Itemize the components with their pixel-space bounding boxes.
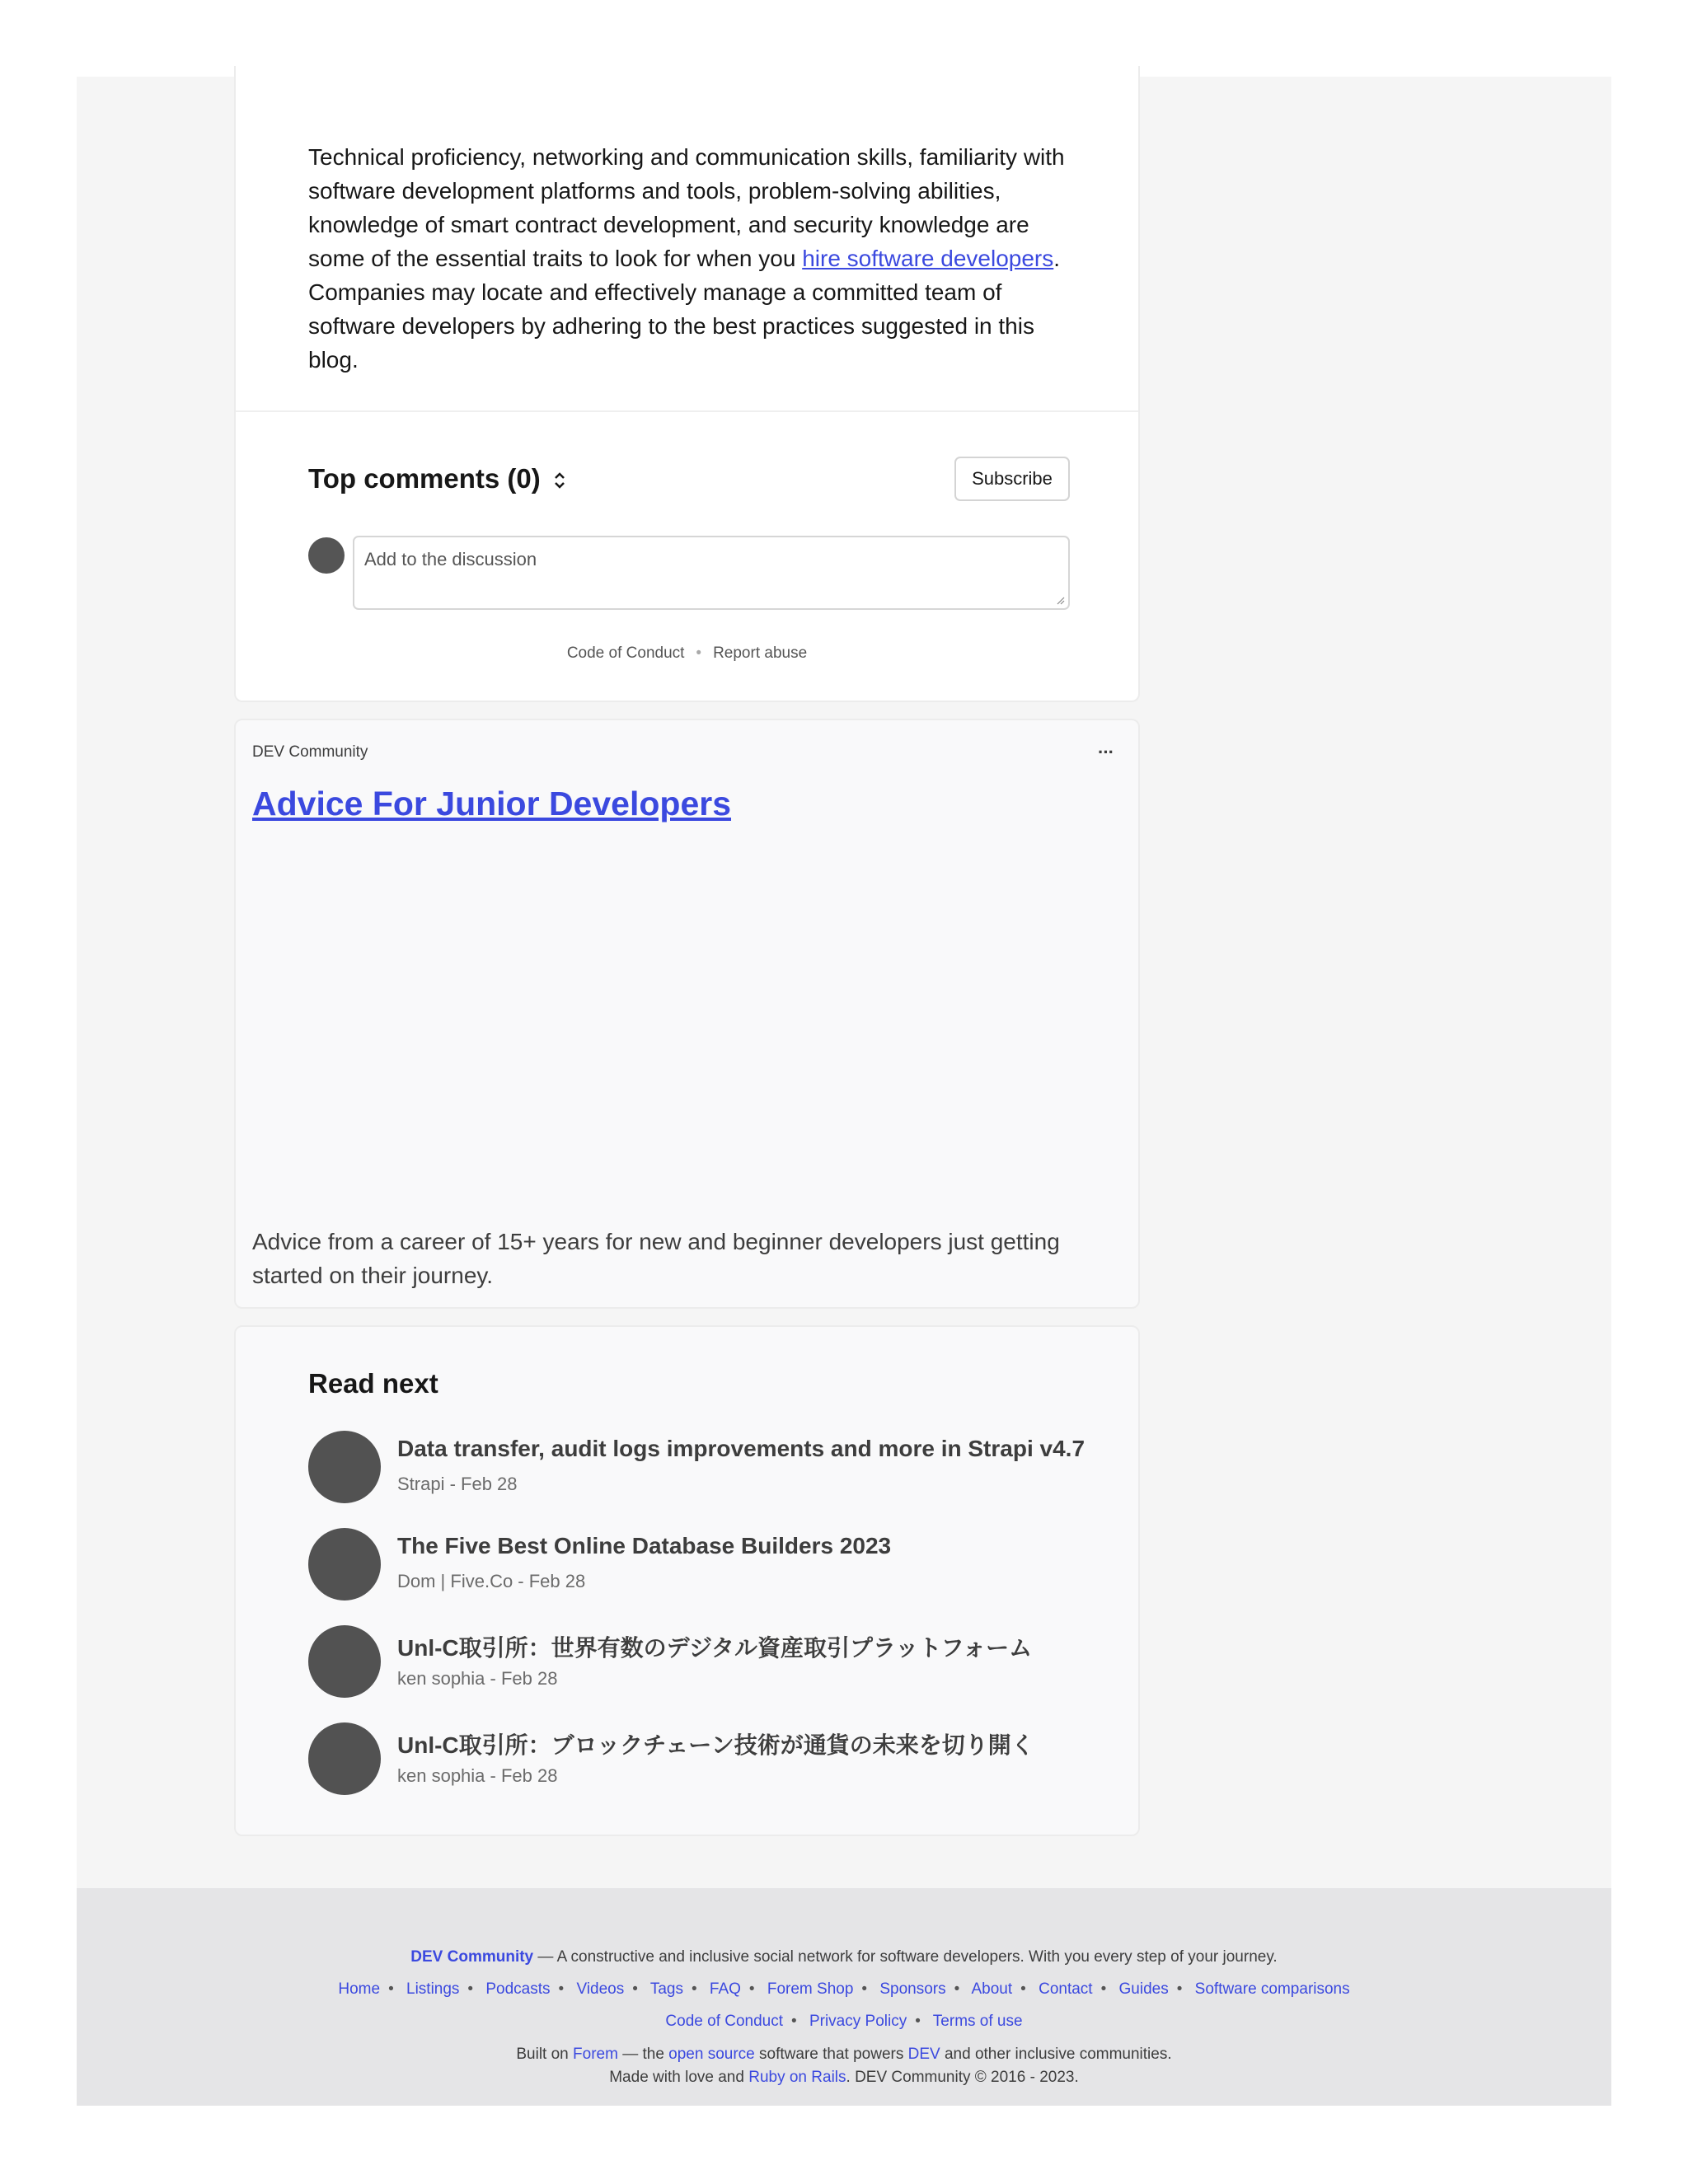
- footer-made-with: [77, 2069, 1611, 2087]
- read-next-headline[interactable]: The Five Best Online Database Builders 2023: [397, 1533, 892, 1558]
- copyright-text: . DEV Community © 2016 - 2023.: [846, 2069, 1079, 2086]
- billboard-description: Advice from a career of 15+ years for new and beginner developers just getting started on their journey.: [252, 1229, 1060, 1288]
- comment-placeholder: Add to the discussion: [364, 549, 537, 569]
- bullet: •: [791, 2013, 797, 2030]
- bullet: •: [1176, 1980, 1183, 1998]
- footer-link-software-comparisons[interactable]: Software comparisons: [1194, 1980, 1350, 1998]
- footer-link-guides[interactable]: Guides: [1118, 1980, 1169, 1998]
- billboard-title-link[interactable]: Advice For Junior Developers: [252, 785, 732, 823]
- author-avatar: [308, 1528, 381, 1601]
- author-avatar: [308, 1431, 381, 1503]
- bullet: •: [632, 1980, 638, 1998]
- site-footer: [77, 1888, 1611, 2106]
- comment-footer-links: [236, 644, 1138, 663]
- article-conclusion: [308, 140, 1067, 377]
- subscribe-button[interactable]: Subscribe: [954, 457, 1070, 501]
- bullet: •: [748, 1980, 755, 1998]
- billboard-card: [234, 719, 1140, 1309]
- user-avatar: [308, 537, 345, 574]
- report-abuse-link[interactable]: Report abuse: [713, 644, 808, 662]
- footer-link-about[interactable]: About: [971, 1980, 1013, 1998]
- bullet: •: [388, 1980, 394, 1998]
- bullet: •: [1100, 1980, 1107, 1998]
- built-text: software that powers: [754, 2046, 908, 2063]
- built-text: and other inclusive communities.: [940, 2046, 1172, 2063]
- footer-link-contact[interactable]: Contact: [1039, 1980, 1093, 1998]
- read-next-meta: Strapi - Feb 28: [397, 1474, 518, 1494]
- footer-nav: [77, 1980, 1611, 1999]
- footer-link-videos[interactable]: Videos: [576, 1980, 625, 1998]
- read-next-item[interactable]: [308, 1722, 1050, 1797]
- footer-brand-link[interactable]: DEV Community: [410, 1948, 534, 1966]
- billboard-source: DEV Community: [252, 743, 368, 761]
- separator: •: [696, 644, 702, 662]
- article-text-tail: . Companies may locate and effectively manage a committed team of software developers by adhering to the best practices suggested in this blog.: [308, 246, 1061, 373]
- read-next-item[interactable]: [308, 1431, 1085, 1505]
- bullet: •: [915, 2013, 921, 2030]
- read-next-meta: ken sophia - Feb 28: [397, 1765, 558, 1786]
- footer-link-sponsors[interactable]: Sponsors: [879, 1980, 946, 1998]
- footer-tagline-text: — A constructive and inclusive social network for software developers. With you every step of your journey.: [533, 1948, 1278, 1966]
- footer-link-listings[interactable]: Listings: [406, 1980, 460, 1998]
- section-divider: [236, 410, 1138, 412]
- comments-heading: Top comments (0): [308, 463, 541, 494]
- read-next-card: [234, 1325, 1140, 1836]
- built-text: Built on: [516, 2046, 574, 2063]
- footer-link-tags[interactable]: Tags: [649, 1980, 683, 1998]
- made-text: Made with love and: [609, 2069, 749, 2086]
- read-next-item[interactable]: [308, 1625, 1050, 1699]
- footer-link-forem-shop[interactable]: Forem Shop: [767, 1980, 854, 1998]
- author-avatar: [308, 1722, 381, 1795]
- footer-link-faq[interactable]: FAQ: [709, 1980, 741, 1998]
- bullet: •: [558, 1980, 565, 1998]
- bullet: •: [467, 1980, 474, 1998]
- bullet: •: [1020, 1980, 1026, 1998]
- ruby-on-rails-link[interactable]: Ruby on Rails: [748, 2069, 846, 2086]
- dev-link[interactable]: DEV: [907, 2046, 940, 2063]
- forem-link[interactable]: Forem: [573, 2046, 618, 2063]
- article-card: [234, 66, 1140, 702]
- resize-grip-icon[interactable]: [1057, 597, 1065, 605]
- article-text: Technical proficiency, networking and communication skills, familiarity with software development platforms and tools, problem-solving abilities, knowledge of smart contract development, and security knowledge are some of the essential traits to look for when you: [308, 144, 1065, 271]
- footer-link-home[interactable]: Home: [338, 1980, 381, 1998]
- footer-built-on: [77, 2046, 1611, 2064]
- more-options-icon[interactable]: ···: [1098, 742, 1114, 762]
- footer-link-podcasts[interactable]: Podcasts: [485, 1980, 551, 1998]
- bullet: •: [861, 1980, 868, 1998]
- footer-link-terms-of-use[interactable]: Terms of use: [932, 2013, 1023, 2030]
- read-next-headline[interactable]: Unl-C取引所：世界有数のデジタル資産取引プラットフォーム: [397, 1635, 1033, 1661]
- built-text: — the: [617, 2046, 669, 2063]
- bullet: •: [954, 1980, 960, 1998]
- author-avatar: [308, 1625, 381, 1698]
- read-next-meta: ken sophia - Feb 28: [397, 1668, 558, 1689]
- read-next-headline[interactable]: Unl-C取引所：ブロックチェーン技術が通貨の未来を切り開く: [397, 1732, 1034, 1758]
- footer-link-code-of-conduct[interactable]: Code of Conduct: [665, 2013, 784, 2030]
- read-next-heading: Read next: [308, 1368, 438, 1399]
- hire-developers-link[interactable]: hire software developers: [802, 246, 1054, 271]
- open-source-link[interactable]: open source: [668, 2046, 755, 2063]
- footer-tagline: [77, 1948, 1611, 1966]
- bullet: •: [691, 1980, 697, 1998]
- read-next-item[interactable]: [308, 1528, 1050, 1602]
- read-next-headline[interactable]: Data transfer, audit logs improvements and more in Strapi v4.7: [397, 1436, 1085, 1461]
- read-next-meta: Dom | Five.Co - Feb 28: [397, 1571, 586, 1591]
- comment-textarea[interactable]: [353, 536, 1070, 610]
- code-of-conduct-link[interactable]: Code of Conduct: [566, 644, 685, 662]
- footer-link-privacy-policy[interactable]: Privacy Policy: [809, 2013, 907, 2030]
- sort-chevron-icon[interactable]: [552, 470, 567, 491]
- footer-legal: [77, 2013, 1611, 2031]
